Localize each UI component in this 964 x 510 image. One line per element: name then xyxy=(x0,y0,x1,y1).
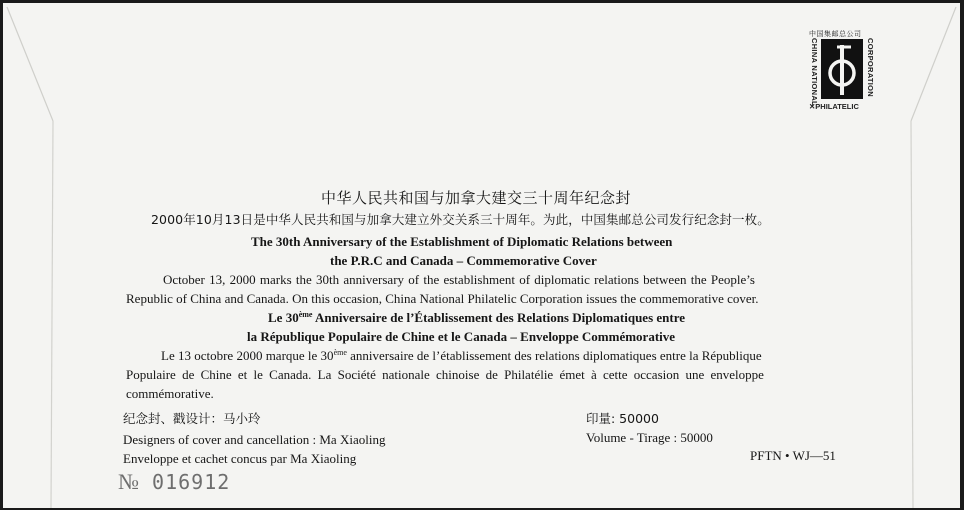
serial-prefix: № xyxy=(118,469,139,494)
french-text-suffix: anniversaire de l’établissement des relations diplomatiques entre la République xyxy=(346,348,762,363)
logo-china-national-text: CHINA NATIONAL xyxy=(810,38,819,106)
english-title-line-1: The 30th Anniversary of the Establishment of Diplomatic Relations between xyxy=(251,234,673,249)
english-title-line-2: the P.R.C and Canada – Commemorative Cover xyxy=(330,253,597,268)
designers-chinese: 纪念封、戳设计：马小玲 xyxy=(123,411,261,426)
french-title-line-1 xyxy=(268,310,685,326)
french-text-line-2: Populaire de Chine et le Canada. La Société nationale chinoise de Philatélie émet à cette occasion une enveloppe xyxy=(126,367,764,382)
french-text-prefix: Le 13 octobre 2000 marque le 30 xyxy=(161,348,334,363)
french-title-line-2: la République Populaire de Chine et le Canada – Enveloppe Commémorative xyxy=(247,329,676,344)
serial-number xyxy=(118,469,230,495)
serial-digits: 016912 xyxy=(152,470,231,494)
chinese-intro: 2000年10月13日是中华人民共和国与加拿大建立外交关系三十周年。为此，中国集邮总公司发行纪念封一枚。 xyxy=(151,212,770,227)
china-philatelic-logo xyxy=(809,29,875,115)
french-title-suffix: Anniversaire de l’Établissement des Relations Diplomatiques entre xyxy=(312,310,686,325)
chinese-heading: 中华人民共和国与加拿大建交三十周年纪念封 xyxy=(321,189,632,207)
french-title-superscript: ème xyxy=(298,310,313,319)
volume-english: Volume - Tirage : 50000 xyxy=(586,430,713,445)
cover-code: PFTN • WJ—51 xyxy=(750,448,836,463)
english-text-line-1: October 13, 2000 marks the 30th anniversary of the establishment of diplomatic relations between the People’s xyxy=(163,272,755,287)
volume-chinese: 印量: 50000 xyxy=(586,411,659,426)
designers-french: Enveloppe et cachet concus par Ma Xiaoling xyxy=(123,451,357,466)
logo-corporation-text: CORPORATION xyxy=(866,38,875,97)
logo-phi-icon xyxy=(821,39,863,99)
french-text-line-3: commémorative. xyxy=(126,386,214,401)
french-text-line-1 xyxy=(161,348,762,364)
french-title-prefix: Le 30 xyxy=(268,310,299,325)
designers-english: Designers of cover and cancellation : Ma Xiaoling xyxy=(123,432,386,447)
logo-chinese-text: 中国集邮总公司 xyxy=(809,30,862,38)
envelope-back xyxy=(3,3,960,508)
french-text-superscript: ème xyxy=(333,348,347,357)
english-text-line-2: Republic of China and Canada. On this occasion, China National Philatelic Corporation issues the commemorative cover. xyxy=(126,291,759,306)
logo-philatelic-text: ✕PHILATELIC xyxy=(809,102,859,111)
